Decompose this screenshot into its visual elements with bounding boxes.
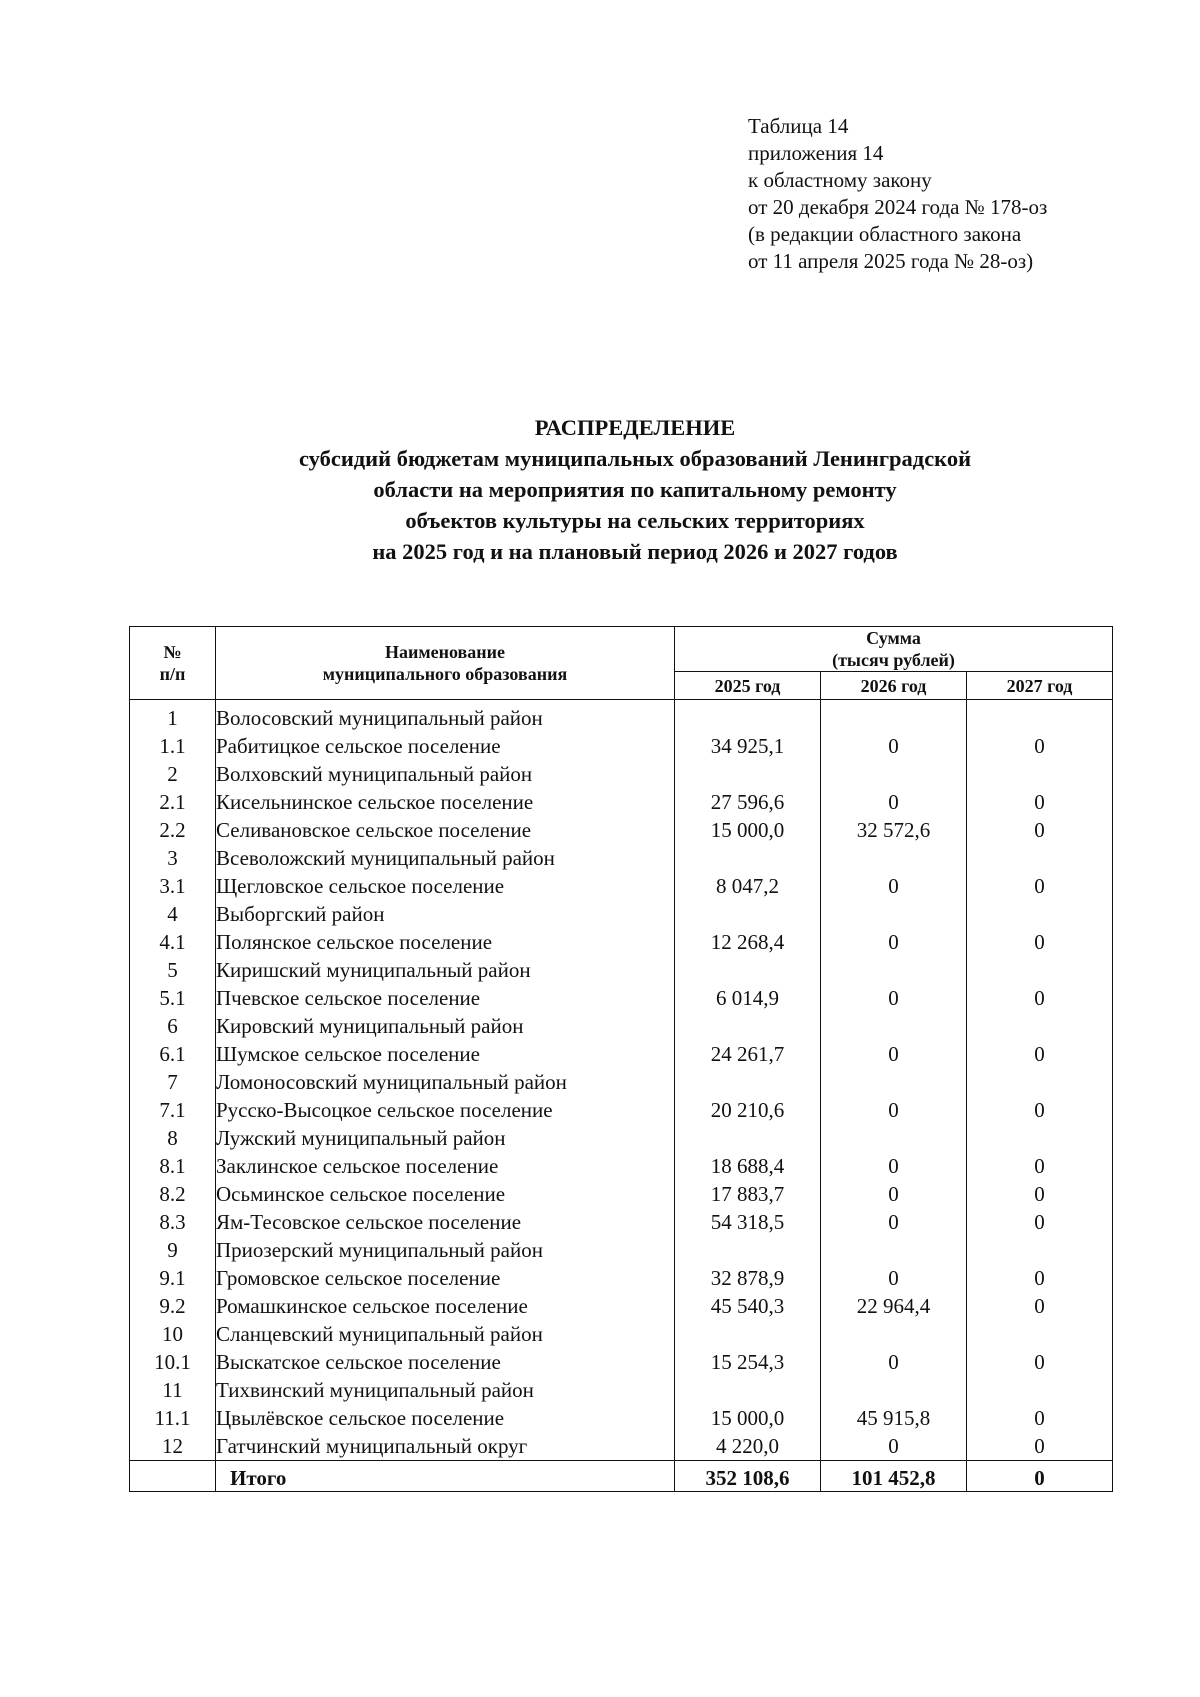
column-header-number: № п/п [130,627,216,700]
row-name: Выскатское сельское поселение [216,1348,675,1376]
row-2027: 0 [967,1152,1113,1180]
row-number: 2 [130,760,216,788]
row-2025: 8 047,2 [675,872,821,900]
row-2027: 0 [967,788,1113,816]
row-2027: 0 [967,1432,1113,1461]
row-name: Киришский муниципальный район [216,956,675,984]
row-2026: 0 [821,1208,967,1236]
table-row [130,1404,1113,1432]
row-2025 [675,956,821,984]
row-2027 [967,1068,1113,1096]
row-number: 8 [130,1124,216,1152]
row-2026: 0 [821,1180,967,1208]
row-2027 [967,1236,1113,1264]
column-header-2026: 2026 год [821,672,967,700]
row-2026 [821,1236,967,1264]
row-2027 [967,1012,1113,1040]
appendix-reference [748,113,1168,275]
table-row [130,1264,1113,1292]
row-2027: 0 [967,1096,1113,1124]
row-2025: 34 925,1 [675,732,821,760]
title-line: области на мероприятия по капитальному ремонту [373,477,897,502]
row-2025: 20 210,6 [675,1096,821,1124]
table-row [130,956,1113,984]
row-2026: 0 [821,732,967,760]
row-name: Волховский муниципальный район [216,760,675,788]
row-2026 [821,1068,967,1096]
row-name: Селивановское сельское поселение [216,816,675,844]
distribution-table [129,626,1113,1492]
title-line: объектов культуры на сельских территориях [405,508,865,533]
table-row [130,1040,1113,1068]
row-number: 10.1 [130,1348,216,1376]
row-name: Заклинское сельское поселение [216,1152,675,1180]
row-2025: 32 878,9 [675,1264,821,1292]
row-name: Кисельнинское сельское поселение [216,788,675,816]
row-number: 3.1 [130,872,216,900]
row-number: 11.1 [130,1404,216,1432]
table-row [130,984,1113,1012]
row-2027 [967,1124,1113,1152]
row-2025 [675,1124,821,1152]
row-2026: 0 [821,1040,967,1068]
row-2027: 0 [967,1040,1113,1068]
row-name: Сланцевский муниципальный район [216,1320,675,1348]
appendix-line: от 11 апреля 2025 года № 28-оз) [748,249,1034,273]
row-2026: 0 [821,1096,967,1124]
row-2027 [967,844,1113,872]
total-label: Итого [216,1461,675,1492]
table-row [130,1068,1113,1096]
row-number: 7.1 [130,1096,216,1124]
row-number: 8.1 [130,1152,216,1180]
table-row [130,816,1113,844]
title-line: субсидий бюджетам муниципальных образований Ленинградской [298,446,972,471]
row-2025 [675,1012,821,1040]
row-2025: 4 220,0 [675,1432,821,1461]
row-2027 [967,900,1113,928]
table-row [130,1432,1113,1461]
row-2026: 0 [821,1264,967,1292]
row-name: Гатчинский муниципальный округ [216,1432,675,1461]
row-name: Приозерский муниципальный район [216,1236,675,1264]
row-2025: 12 268,4 [675,928,821,956]
table-row [130,732,1113,760]
table-row [130,1376,1113,1404]
row-2025 [675,1068,821,1096]
row-2025: 27 596,6 [675,788,821,816]
appendix-line: к областному закону [748,168,932,192]
row-2027: 0 [967,1180,1113,1208]
row-2026: 45 915,8 [821,1404,967,1432]
row-2025: 54 318,5 [675,1208,821,1236]
row-name: Лужский муниципальный район [216,1124,675,1152]
row-2027: 0 [967,1348,1113,1376]
row-number: 5.1 [130,984,216,1012]
row-2025: 6 014,9 [675,984,821,1012]
row-2025: 15 254,3 [675,1348,821,1376]
row-2026 [821,760,967,788]
row-number: 8.2 [130,1180,216,1208]
row-2027: 0 [967,816,1113,844]
row-number: 8.3 [130,1208,216,1236]
table-row [130,1208,1113,1236]
row-2026 [821,1376,967,1404]
row-2027 [967,1320,1113,1348]
row-name: Кировский муниципальный район [216,1012,675,1040]
row-name: Выборгский район [216,900,675,928]
row-name: Русско-Высоцкое сельское поселение [216,1096,675,1124]
row-2025: 24 261,7 [675,1040,821,1068]
appendix-line: приложения 14 [748,141,884,165]
row-2026 [821,1124,967,1152]
appendix-line: Таблица 14 [748,114,849,138]
document-title [0,412,1200,567]
column-header-sum: Сумма (тысяч рублей) [675,627,1113,672]
table-row [130,788,1113,816]
row-2026 [821,1012,967,1040]
row-2025: 18 688,4 [675,1152,821,1180]
table-row [130,1180,1113,1208]
row-2026: 0 [821,1348,967,1376]
row-2025: 45 540,3 [675,1292,821,1320]
table-row [130,700,1113,733]
row-2026 [821,900,967,928]
table-row [130,1096,1113,1124]
row-2025 [675,1320,821,1348]
table-row [130,1012,1113,1040]
row-2026: 0 [821,872,967,900]
row-number: 10 [130,1320,216,1348]
row-name: Полянское сельское поселение [216,928,675,956]
row-2025 [675,700,821,733]
row-2026 [821,956,967,984]
row-2027: 0 [967,1404,1113,1432]
table-row [130,872,1113,900]
row-name: Шумское сельское поселение [216,1040,675,1068]
row-2026 [821,844,967,872]
row-name: Щегловское сельское поселение [216,872,675,900]
row-2027: 0 [967,872,1113,900]
row-2027 [967,956,1113,984]
row-name: Всеволожский муниципальный район [216,844,675,872]
column-header-2025: 2025 год [675,672,821,700]
row-2027: 0 [967,732,1113,760]
row-name: Волосовский муниципальный район [216,700,675,733]
row-2027 [967,760,1113,788]
table-row [130,1292,1113,1320]
table-row [130,760,1113,788]
row-2025: 15 000,0 [675,816,821,844]
row-2026: 0 [821,984,967,1012]
table-row [130,1320,1113,1348]
row-2026: 0 [821,1152,967,1180]
table-row [130,1348,1113,1376]
row-name: Ромашкинское сельское поселение [216,1292,675,1320]
row-2027: 0 [967,984,1113,1012]
total-2025: 352 108,6 [675,1461,821,1492]
table-row [130,1236,1113,1264]
row-2025 [675,844,821,872]
row-2025: 17 883,7 [675,1180,821,1208]
row-number: 12 [130,1432,216,1461]
row-number: 9.2 [130,1292,216,1320]
row-number: 4 [130,900,216,928]
total-2026: 101 452,8 [821,1461,967,1492]
row-number: 6.1 [130,1040,216,1068]
row-name: Рабитицкое сельское поселение [216,732,675,760]
row-number: 7 [130,1068,216,1096]
row-2027: 0 [967,1292,1113,1320]
row-number: 3 [130,844,216,872]
appendix-line: (в редакции областного закона [748,222,1022,246]
row-2026 [821,1320,967,1348]
row-number: 2.1 [130,788,216,816]
row-2026: 0 [821,1432,967,1461]
row-name: Цвылёвское сельское поселение [216,1404,675,1432]
row-number: 11 [130,1376,216,1404]
column-header-2027: 2027 год [967,672,1113,700]
row-2026: 0 [821,928,967,956]
row-number: 4.1 [130,928,216,956]
row-name: Ломоносовский муниципальный район [216,1068,675,1096]
table-row [130,1152,1113,1180]
row-2026: 32 572,6 [821,816,967,844]
row-2025 [675,760,821,788]
row-2027: 0 [967,928,1113,956]
column-header-name: Наименование муниципального образования [216,627,675,700]
total-row [130,1461,1113,1492]
title-line: РАСПРЕДЕЛЕНИЕ [534,415,736,440]
row-number: 1.1 [130,732,216,760]
row-2026: 22 964,4 [821,1292,967,1320]
row-name: Пчевское сельское поселение [216,984,675,1012]
row-2027 [967,700,1113,733]
row-name: Осьминское сельское поселение [216,1180,675,1208]
total-number-cell [130,1461,216,1492]
row-2027 [967,1376,1113,1404]
row-number: 9.1 [130,1264,216,1292]
row-number: 6 [130,1012,216,1040]
row-2026: 0 [821,788,967,816]
row-number: 5 [130,956,216,984]
table-row [130,928,1113,956]
table-row [130,900,1113,928]
row-number: 1 [130,700,216,733]
table-row [130,844,1113,872]
row-2027: 0 [967,1208,1113,1236]
row-2025 [675,1376,821,1404]
row-2026 [821,700,967,733]
row-number: 9 [130,1236,216,1264]
row-name: Ям-Тесовское сельское поселение [216,1208,675,1236]
table-row [130,1124,1113,1152]
row-2025 [675,1236,821,1264]
appendix-line: от 20 декабря 2024 года № 178-оз [748,195,1048,219]
total-2027: 0 [967,1461,1113,1492]
row-name: Тихвинский муниципальный район [216,1376,675,1404]
row-name: Громовское сельское поселение [216,1264,675,1292]
row-2025 [675,900,821,928]
row-number: 2.2 [130,816,216,844]
row-2027: 0 [967,1264,1113,1292]
title-line: на 2025 год и на плановый период 2026 и 2027 годов [372,539,898,564]
row-2025: 15 000,0 [675,1404,821,1432]
